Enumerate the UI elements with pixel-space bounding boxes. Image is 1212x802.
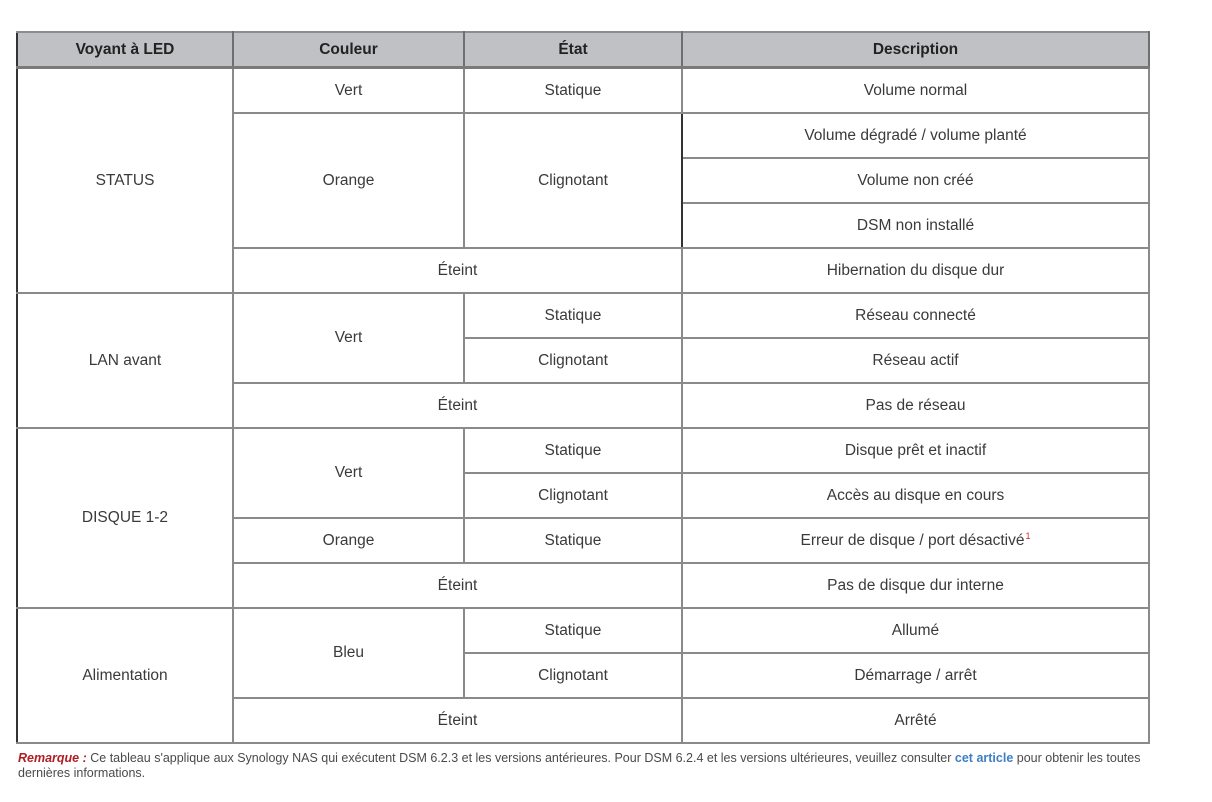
footnote-marker[interactable]: 1 <box>1025 531 1031 541</box>
table-row <box>17 68 1149 114</box>
etat-cell: Clignotant <box>464 653 682 698</box>
description-cell <box>682 518 1149 563</box>
note-text-before: Ce tableau s'applique aux Synology NAS qui exécutent DSM 6.2.3 et les versions antérieures. Pour DSM 6.2.4 et les versions ultérieures, veuillez consulter <box>86 751 955 765</box>
couleur-etat-cell: Éteint <box>233 698 682 743</box>
description-cell: Réseau actif <box>682 338 1149 383</box>
description-cell: Disque prêt et inactif <box>682 428 1149 473</box>
couleur-cell: Bleu <box>233 608 464 698</box>
note-text-after: pour obtenir les toutes dernières informations. <box>18 751 1141 780</box>
description-cell: Volume normal <box>682 68 1149 114</box>
description-cell: Réseau connecté <box>682 293 1149 338</box>
note-label: Remarque : <box>18 751 87 765</box>
etat-cell: Clignotant <box>464 473 682 518</box>
led-name-status: STATUS <box>17 68 233 294</box>
description-cell: Démarrage / arrêt <box>682 653 1149 698</box>
header-etat: État <box>464 32 682 68</box>
etat-cell: Clignotant <box>464 113 682 248</box>
couleur-cell: Vert <box>233 293 464 383</box>
description-cell: Pas de réseau <box>682 383 1149 428</box>
description-cell: Volume dégradé / volume planté <box>682 113 1149 158</box>
etat-cell: Statique <box>464 428 682 473</box>
etat-cell: Statique <box>464 518 682 563</box>
led-indicator-table <box>16 31 1150 744</box>
led-name-lan: LAN avant <box>17 293 233 428</box>
header-description: Description <box>682 32 1149 68</box>
article-link[interactable]: cet article <box>954 751 1014 765</box>
table-row <box>17 293 1149 338</box>
table-row <box>17 428 1149 473</box>
led-name-disque: DISQUE 1-2 <box>17 428 233 608</box>
couleur-cell: Vert <box>233 428 464 518</box>
etat-cell: Statique <box>464 68 682 114</box>
description-cell: DSM non installé <box>682 203 1149 248</box>
couleur-etat-cell: Éteint <box>233 248 682 293</box>
description-cell: Hibernation du disque dur <box>682 248 1149 293</box>
description-text: Erreur de disque / port désactivé <box>800 532 1025 549</box>
couleur-cell: Orange <box>233 518 464 563</box>
etat-cell: Clignotant <box>464 338 682 383</box>
description-cell: Volume non créé <box>682 158 1149 203</box>
header-voyant: Voyant à LED <box>17 32 233 68</box>
table-row <box>17 608 1149 653</box>
couleur-etat-cell: Éteint <box>233 563 682 608</box>
led-name-alimentation: Alimentation <box>17 608 233 743</box>
couleur-etat-cell: Éteint <box>233 383 682 428</box>
couleur-cell: Orange <box>233 113 464 248</box>
description-cell: Arrêté <box>682 698 1149 743</box>
header-couleur: Couleur <box>233 32 464 68</box>
description-cell: Pas de disque dur interne <box>682 563 1149 608</box>
description-cell: Allumé <box>682 608 1149 653</box>
etat-cell: Statique <box>464 293 682 338</box>
table-header-row <box>17 32 1149 68</box>
etat-cell: Statique <box>464 608 682 653</box>
description-cell: Accès au disque en cours <box>682 473 1149 518</box>
table-note <box>18 751 1158 781</box>
couleur-cell: Vert <box>233 68 464 114</box>
